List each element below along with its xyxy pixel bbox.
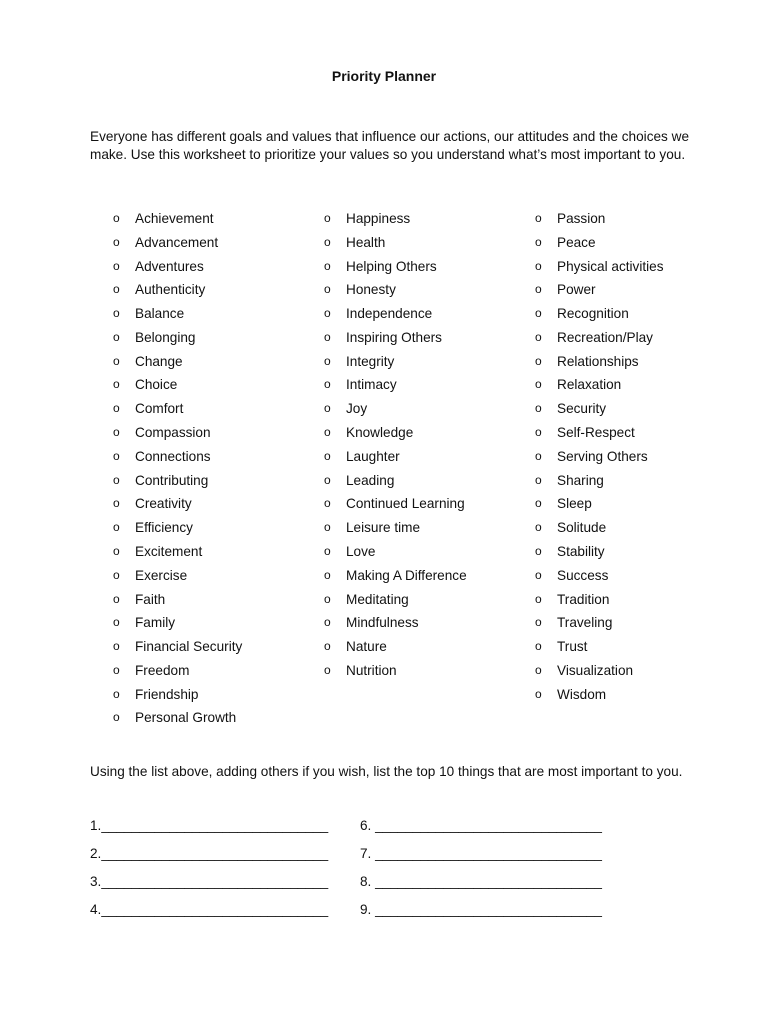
value-label: Exercise <box>135 567 188 583</box>
value-label: Sharing <box>557 472 604 488</box>
value-label: Belonging <box>135 329 196 345</box>
value-label: Making A Difference <box>346 567 467 583</box>
bullet-icon: o <box>113 306 120 321</box>
bullet-icon: o <box>324 639 331 654</box>
value-list-item <box>324 517 524 541</box>
value-label: Tradition <box>557 591 610 607</box>
value-list-item <box>113 565 313 589</box>
bullet-icon: o <box>535 496 542 511</box>
value-list-item <box>113 684 313 708</box>
bullet-icon: o <box>535 520 542 535</box>
value-list-item <box>113 636 313 660</box>
value-label: Relaxation <box>557 377 622 393</box>
value-list-item <box>113 374 313 398</box>
value-label: Efficiency <box>135 520 193 536</box>
value-label: Recreation/Play <box>557 329 653 345</box>
value-list-item <box>535 565 735 589</box>
value-label: Creativity <box>135 496 192 512</box>
bullet-icon: o <box>324 377 331 392</box>
value-list-item <box>113 446 313 470</box>
value-list-item <box>535 303 735 327</box>
value-list-item <box>324 493 524 517</box>
values-column-3 <box>535 208 735 707</box>
value-list-item <box>113 303 313 327</box>
bullet-icon: o <box>535 234 542 249</box>
instruction-paragraph: Using the list above, adding others if you wish, list the top 10 things that are most important to you. <box>90 764 683 779</box>
value-list-item <box>324 565 524 589</box>
value-list-item <box>113 351 313 375</box>
bullet-icon: o <box>324 353 331 368</box>
value-label: Intimacy <box>346 377 397 393</box>
value-list-item <box>535 351 735 375</box>
bullet-icon: o <box>324 543 331 558</box>
bullet-icon: o <box>324 425 331 440</box>
value-list-item <box>324 327 524 351</box>
value-label: Faith <box>135 591 166 607</box>
bullet-icon: o <box>535 211 542 225</box>
value-label: Friendship <box>135 686 199 702</box>
bullet-icon: o <box>535 615 542 630</box>
bullet-icon: o <box>324 401 331 416</box>
value-label: Serving Others <box>557 448 648 464</box>
bullet-icon: o <box>113 448 120 463</box>
priority-blank-line: 9. ______________________________ <box>360 902 602 917</box>
value-label: Excitement <box>135 543 203 559</box>
value-list-item <box>535 374 735 398</box>
value-label: Family <box>135 615 176 631</box>
value-list-item <box>535 398 735 422</box>
value-list-item <box>113 517 313 541</box>
bullet-icon: o <box>535 377 542 392</box>
value-list-item <box>113 541 313 565</box>
value-list-item <box>113 279 313 303</box>
value-list-item <box>324 374 524 398</box>
bullet-icon: o <box>113 211 120 225</box>
value-list-item <box>324 589 524 613</box>
value-list-item <box>535 279 735 303</box>
value-label: Personal Growth <box>135 710 237 726</box>
bullet-icon: o <box>113 401 120 416</box>
value-label: Health <box>346 234 386 250</box>
value-label: Integrity <box>346 353 395 369</box>
bullet-icon: o <box>113 377 120 392</box>
value-label: Leisure time <box>346 520 421 536</box>
priority-blank-line: 2.______________________________ <box>90 846 329 861</box>
value-list-item <box>324 398 524 422</box>
bullet-icon: o <box>113 591 120 606</box>
value-label: Meditating <box>346 591 409 607</box>
bullet-icon: o <box>113 496 120 511</box>
value-label: Inspiring Others <box>346 329 442 345</box>
value-list-item <box>535 612 735 636</box>
value-label: Choice <box>135 377 178 393</box>
bullet-icon: o <box>535 353 542 368</box>
values-column-2 <box>324 208 524 684</box>
bullet-icon: o <box>324 211 331 225</box>
bullet-icon: o <box>113 639 120 654</box>
value-list-item <box>324 636 524 660</box>
value-label: Physical activities <box>557 258 664 274</box>
value-list-item <box>535 208 735 232</box>
bullet-icon: o <box>324 520 331 535</box>
value-label: Joy <box>346 401 368 417</box>
value-list-item <box>535 684 735 708</box>
bullet-icon: o <box>113 662 120 677</box>
bullet-icon: o <box>535 567 542 582</box>
value-list-item <box>324 612 524 636</box>
bullet-icon: o <box>324 591 331 606</box>
value-list-item <box>113 256 313 280</box>
bullet-icon: o <box>535 258 542 273</box>
value-label: Independence <box>346 306 433 322</box>
bullet-icon: o <box>113 615 120 630</box>
bullet-icon: o <box>113 472 120 487</box>
value-list-item <box>535 446 735 470</box>
value-list-item <box>113 208 313 232</box>
value-list-item <box>113 422 313 446</box>
bullet-icon: o <box>324 234 331 249</box>
value-list-item <box>324 351 524 375</box>
bullet-icon: o <box>535 329 542 344</box>
value-list-item <box>535 422 735 446</box>
bullet-icon: o <box>113 686 120 701</box>
bullet-icon: o <box>324 258 331 273</box>
value-label: Power <box>557 282 596 298</box>
value-label: Sleep <box>557 496 592 512</box>
value-label: Nutrition <box>346 662 397 678</box>
value-label: Trust <box>557 639 588 655</box>
value-label: Knowledge <box>346 425 414 441</box>
value-label: Traveling <box>557 615 613 631</box>
intro-paragraph: Everyone has different goals and values that influence our actions, our attitudes and the choices we make. Use this worksheet to prioritize your values so you understand what’s most important to you. <box>90 129 690 162</box>
value-list-item <box>113 660 313 684</box>
value-list-item <box>535 493 735 517</box>
value-label: Stability <box>557 543 605 559</box>
value-label: Change <box>135 353 183 369</box>
value-label: Financial Security <box>135 639 243 655</box>
value-list-item <box>113 327 313 351</box>
value-list-item <box>324 541 524 565</box>
value-label: Solitude <box>557 520 607 536</box>
value-label: Laughter <box>346 448 400 464</box>
bullet-icon: o <box>324 662 331 677</box>
value-label: Wisdom <box>557 686 607 702</box>
value-label: Achievement <box>135 211 214 226</box>
value-list-item <box>113 707 313 731</box>
value-label: Continued Learning <box>346 496 465 512</box>
priority-blank-line: 6. ______________________________ <box>360 818 602 833</box>
bullet-icon: o <box>324 615 331 630</box>
value-list-item <box>324 303 524 327</box>
value-label: Contributing <box>135 472 209 488</box>
value-list-item <box>113 612 313 636</box>
bullet-icon: o <box>113 567 120 582</box>
value-list-item <box>113 589 313 613</box>
value-list-item <box>535 636 735 660</box>
value-list-item <box>324 279 524 303</box>
value-label: Balance <box>135 306 185 322</box>
value-label: Peace <box>557 234 596 250</box>
value-list-item <box>324 470 524 494</box>
priority-blank-line: 4.______________________________ <box>90 902 329 917</box>
bullet-icon: o <box>113 425 120 440</box>
bullet-icon: o <box>535 306 542 321</box>
value-list-item <box>113 398 313 422</box>
bullet-icon: o <box>535 401 542 416</box>
priority-blank-line: 1.______________________________ <box>90 818 329 833</box>
value-label: Recognition <box>557 306 629 322</box>
value-list-item <box>113 493 313 517</box>
blank-lines-left <box>90 817 330 929</box>
value-label: Advancement <box>135 234 219 250</box>
value-label: Authenticity <box>135 282 206 298</box>
bullet-icon: o <box>113 520 120 535</box>
value-list-item <box>324 208 524 232</box>
value-label: Love <box>346 543 376 559</box>
bullet-icon: o <box>535 472 542 487</box>
bullet-icon: o <box>324 306 331 321</box>
value-label: Self-Respect <box>557 425 635 441</box>
value-label: Relationships <box>557 353 639 369</box>
bullet-icon: o <box>535 448 542 463</box>
blank-lines-right <box>360 817 600 929</box>
value-label: Helping Others <box>346 258 437 274</box>
value-label: Leading <box>346 472 395 488</box>
value-label: Passion <box>557 211 606 226</box>
bullet-icon: o <box>324 567 331 582</box>
value-list-item <box>535 470 735 494</box>
priority-blank-line: 3.______________________________ <box>90 874 329 889</box>
value-label: Connections <box>135 448 211 464</box>
bullet-icon: o <box>324 472 331 487</box>
value-list-item <box>113 470 313 494</box>
bullet-icon: o <box>535 686 542 701</box>
priority-blank-line: 8. ______________________________ <box>360 874 602 889</box>
value-label: Nature <box>346 639 387 655</box>
bullet-icon: o <box>324 496 331 511</box>
value-label: Success <box>557 567 609 583</box>
value-label: Comfort <box>135 401 184 417</box>
bullet-icon: o <box>113 543 120 558</box>
bullet-icon: o <box>113 353 120 368</box>
value-list-item <box>535 541 735 565</box>
value-label: Visualization <box>557 662 634 678</box>
value-label: Honesty <box>346 282 396 298</box>
value-list-item <box>535 256 735 280</box>
value-list-item <box>324 446 524 470</box>
bullet-icon: o <box>535 425 542 440</box>
value-list-item <box>324 422 524 446</box>
value-list-item <box>535 232 735 256</box>
bullet-icon: o <box>113 234 120 249</box>
value-list-item <box>113 232 313 256</box>
priority-blank-line: 7. ______________________________ <box>360 846 602 861</box>
value-label: Mindfulness <box>346 615 419 631</box>
bullet-icon: o <box>324 448 331 463</box>
bullet-icon: o <box>324 329 331 344</box>
value-label: Happiness <box>346 211 411 226</box>
bullet-icon: o <box>535 591 542 606</box>
bullet-icon: o <box>113 710 120 725</box>
bullet-icon: o <box>535 282 542 297</box>
bullet-icon: o <box>113 329 120 344</box>
bullet-icon: o <box>535 543 542 558</box>
value-list-item <box>324 660 524 684</box>
bullet-icon: o <box>113 282 120 297</box>
page-title: Priority Planner <box>331 68 437 84</box>
bullet-icon: o <box>535 662 542 677</box>
bullet-icon: o <box>324 282 331 297</box>
value-list-item <box>324 256 524 280</box>
value-label: Compassion <box>135 425 211 441</box>
value-list-item <box>535 589 735 613</box>
bullet-icon: o <box>535 639 542 654</box>
value-list-item <box>535 327 735 351</box>
value-list-item <box>535 660 735 684</box>
value-list-item <box>535 517 735 541</box>
value-label: Security <box>557 401 607 417</box>
values-column-1 <box>113 208 313 731</box>
bullet-icon: o <box>113 258 120 273</box>
value-label: Freedom <box>135 662 190 678</box>
value-list-item <box>324 232 524 256</box>
value-label: Adventures <box>135 258 204 274</box>
